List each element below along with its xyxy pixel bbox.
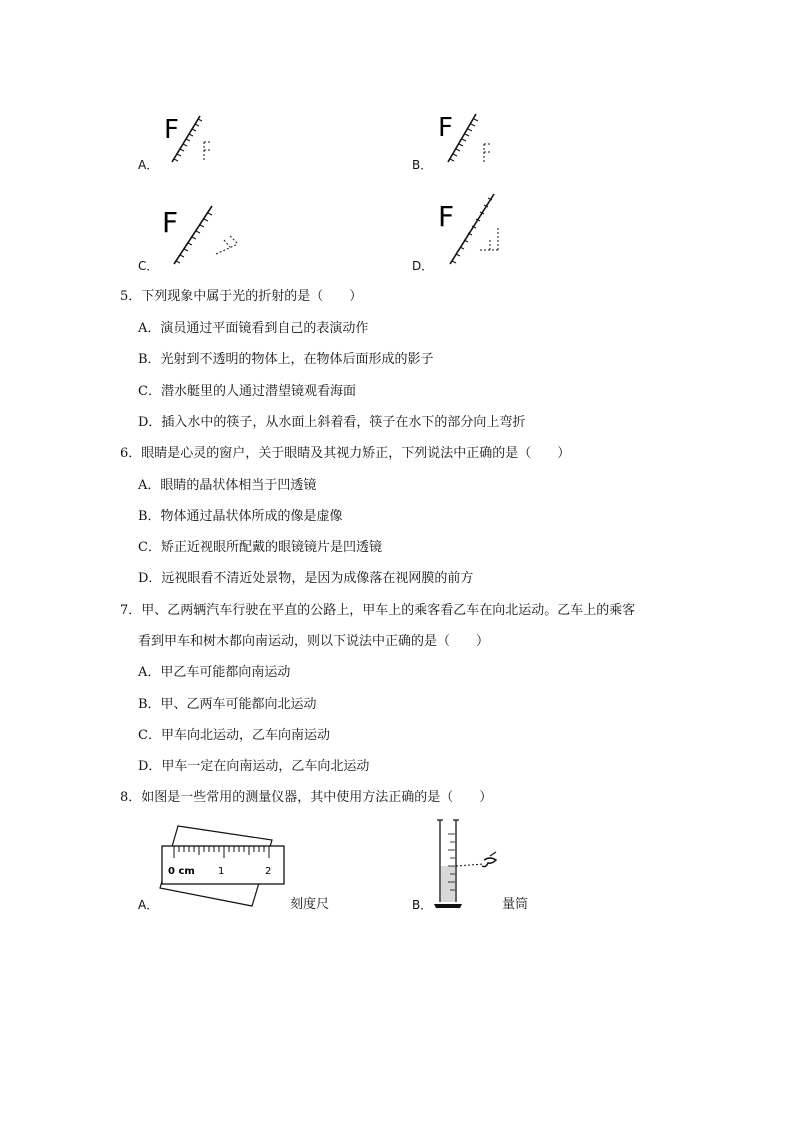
q5-option-d: D．插入水中的筷子，从水面上斜着看，筷子在水下的部分向上弯折 [138,415,526,430]
f-letter: F [164,115,179,145]
ruler-tick-label-2: 2 [265,866,272,877]
q4-option-a-figure [160,112,230,172]
q5-option-a: A．演员通过平面镜看到自己的表演动作 [138,321,369,336]
image-f-dashed [204,142,212,160]
q7-stem-line2: 看到甲车和树木都向南运动，则以下说法中正确的是（ ） [138,634,490,649]
q7-option-b: B．甲、乙两车可能都向北运动 [138,697,317,712]
cylinder-figure [430,818,510,913]
f-letter: F [438,113,453,143]
q5-option-c: C．潜水艇里的人通过潜望镜观看海面 [138,384,356,399]
q7-option-c: C．甲车向北运动，乙车向南运动 [138,728,330,743]
f-letter: F [438,200,455,233]
q7-option-d: D．甲车一定在向南运动，乙车向北运动 [138,759,370,774]
q5-option-b: B．光射到不透明的物体上，在物体后面形成的影子 [138,352,434,367]
q4-option-d-figure [436,190,516,270]
q7-option-a: A．甲乙车可能都向南运动 [138,665,291,680]
q4-option-a-label: A． [138,158,159,172]
cylinder-base [434,904,462,908]
ruler-body [162,846,284,884]
image-f-dashed [216,236,238,254]
q4-option-c-figure [160,200,250,270]
q6-option-c: C．矫正近视眼所配戴的眼镜镜片是凹透镜 [138,540,382,555]
ruler-caption: 刻度尺 [290,897,330,912]
f-letter: F [162,206,179,239]
q5-stem: 5．下列现象中属于光的折射的是（ ） [120,289,363,304]
q6-option-d: D．远视眼看不清近处景物，是因为成像落在视网膜的前方 [138,571,474,586]
image-f-dashed [484,144,492,162]
sight-line [456,864,484,866]
q4-option-b-figure [436,108,506,168]
q4-option-b-label: B． [412,158,433,172]
mirror-line [174,206,212,264]
ruler-figure [160,822,290,912]
q8-stem: 8．如图是一些常用的测量仪器，其中使用方法正确的是（ ） [120,790,493,805]
mirror-line [450,194,494,264]
q7-stem-line1: 7．甲、乙两辆汽车行驶在平直的公路上，甲车上的乘客看乙车在向北运动。乙车上的乘客 [120,603,636,618]
q8-option-a-label: A． [138,898,159,912]
mirror-hatch [176,213,212,263]
image-f-dashed [480,226,498,250]
q6-stem: 6．眼睛是心灵的窗户，关于眼睛及其视力矫正，下列说法中正确的是（ ） [120,446,571,461]
ruler-unit-label: 0 cm [168,866,195,877]
q6-option-a: A．眼睛的晶状体相当于凹透镜 [138,478,317,493]
mirror-hatch [450,119,478,161]
q4-option-c-label: C． [138,259,159,273]
eye-icon [482,858,496,867]
cylinder-liquid [441,866,455,902]
ruler-tick-label-1: 1 [218,866,225,877]
q4-option-d-label: D． [412,259,434,273]
cylinder-caption: 量筒 [502,897,529,912]
q6-option-b: B．物体通过晶状体所成的像是虚像 [138,509,343,524]
q8-option-b-label: B． [412,898,433,912]
